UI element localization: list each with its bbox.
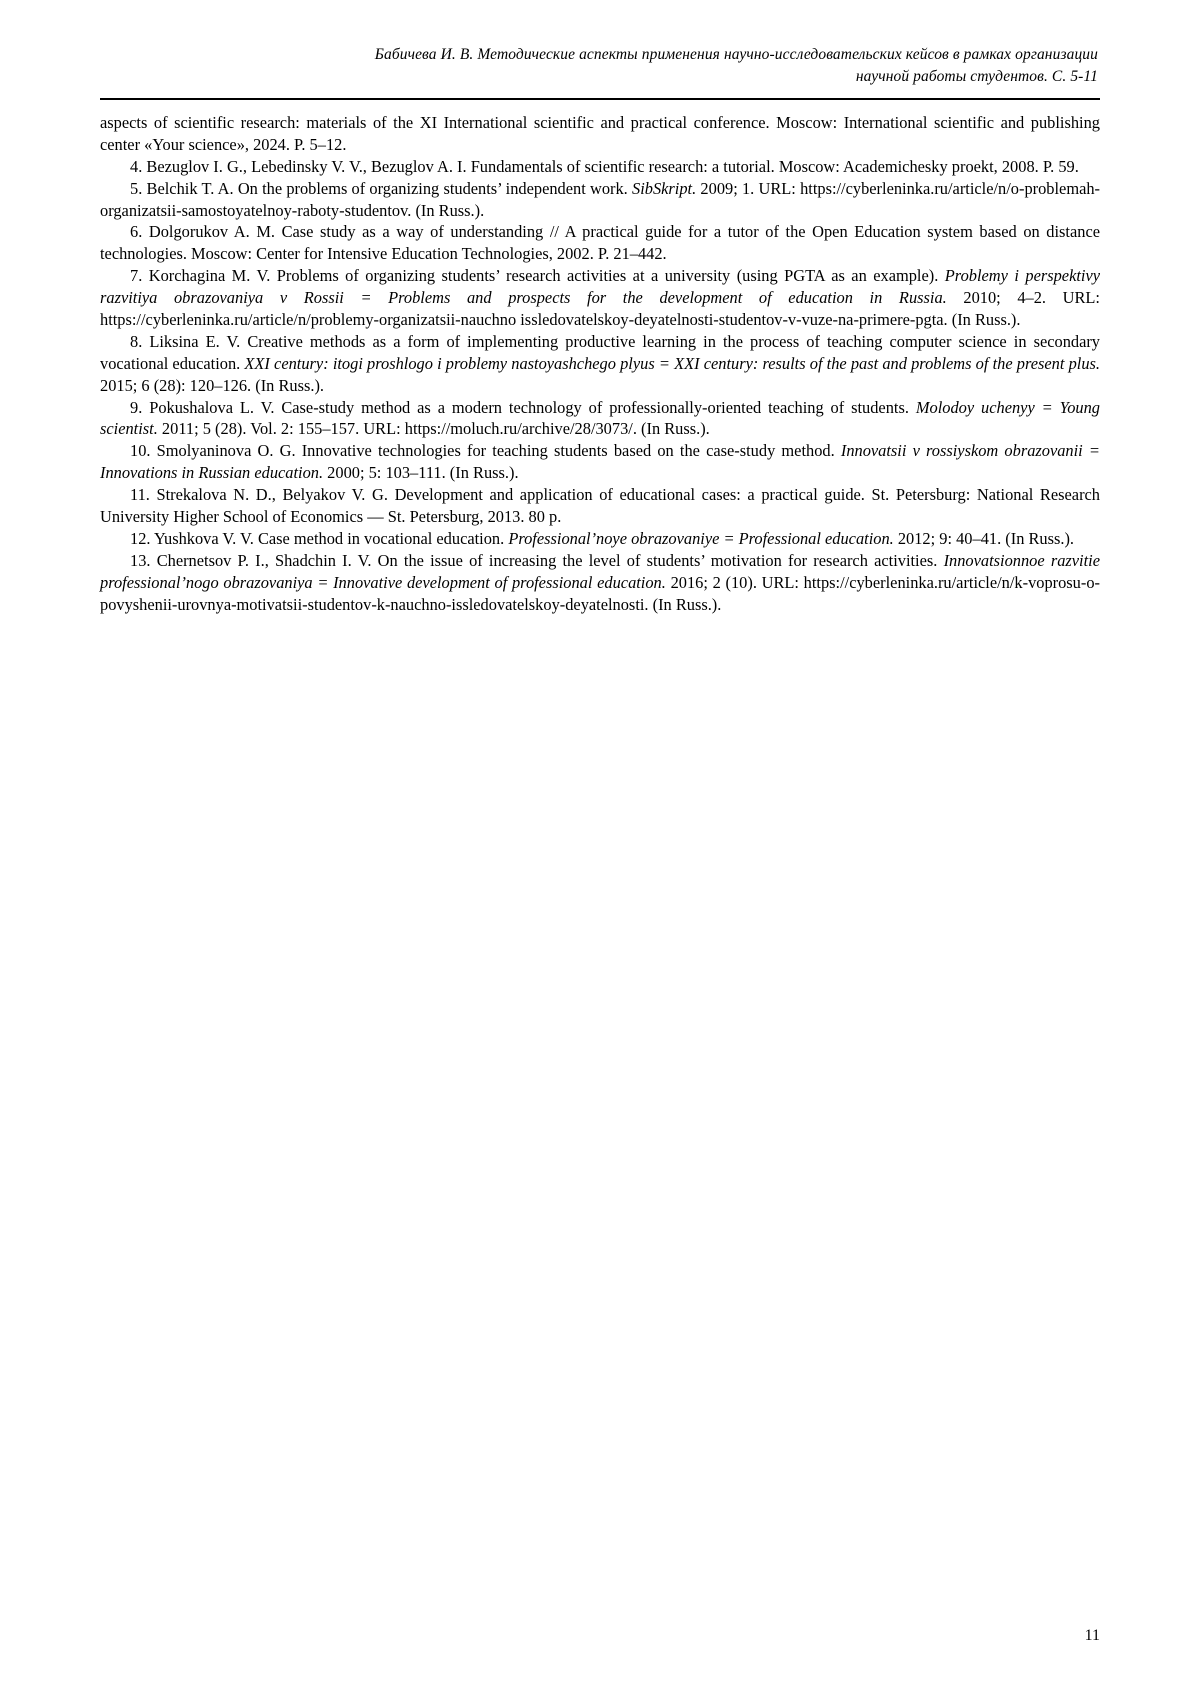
reference-text: 2015; 6 (28): 120–126. (In Russ.). bbox=[100, 375, 324, 395]
reference-entry bbox=[100, 484, 1100, 528]
reference-number: 12. bbox=[130, 528, 154, 548]
reference-entry bbox=[100, 265, 1100, 331]
reference-source-title: Innovatsii v rossiyskom obrazovanii = Innovations in Russian education. bbox=[100, 441, 1100, 483]
reference-text: Pokushalova L. V. Case-study method as a modern technology of professionally-oriented teaching of students. bbox=[149, 397, 916, 417]
reference-number: 6. bbox=[130, 222, 149, 242]
header-divider bbox=[100, 98, 1100, 100]
reference-text: Bezuglov I. G., Lebedinsky V. V., Bezuglov A. I. Fundamentals of scientific research: a tutorial. Moscow: Academichesky proekt, 2008. P. 59. bbox=[146, 156, 1079, 176]
references-list bbox=[100, 112, 1100, 615]
reference-source-title: XXI century: itogi proshlogo i problemy nastoyashchego plyus = XXI century: results of the past and problems of the present plus. bbox=[244, 353, 1100, 373]
reference-entry bbox=[100, 550, 1100, 616]
reference-number: 8. bbox=[130, 331, 150, 351]
reference-entry bbox=[100, 178, 1100, 222]
reference-number: 11. bbox=[130, 485, 157, 505]
reference-entry bbox=[100, 221, 1100, 265]
reference-source-title: SibSkript. bbox=[632, 178, 697, 198]
reference-number: 4. bbox=[130, 156, 147, 176]
reference-text: Yushkova V. V. Case method in vocational education. bbox=[153, 528, 509, 548]
reference-entry bbox=[100, 528, 1100, 550]
reference-text: Belchik T. A. On the problems of organizing students’ independent work. bbox=[146, 178, 632, 198]
reference-source-title: Molodoy uchenyy = Young scientist. bbox=[100, 397, 1100, 439]
reference-text: 2012; 9: 40–41. (In Russ.). bbox=[893, 528, 1075, 548]
reference-text: Chernetsov P. I., Shadchin I. V. On the issue of increasing the level of students’ motivation for research activities. bbox=[156, 550, 944, 570]
running-head-line-2: научной работы студентов. С. 5-11 bbox=[855, 68, 1098, 86]
reference-text: 2011; 5 (28). Vol. 2: 155–157. URL: https://moluch.ru/archive/28/3073/. (In Russ.). bbox=[157, 419, 710, 439]
reference-entry bbox=[100, 440, 1100, 484]
reference-source-title: Professional’noye obrazovaniye = Professional education. bbox=[508, 528, 894, 548]
reference-number: 13. bbox=[130, 550, 157, 570]
reference-entries bbox=[100, 156, 1100, 616]
reference-entry bbox=[100, 331, 1100, 397]
reference-continued: aspects of scientific research: materials of the XI International scientific and practical conference. Moscow: International scientific and publishing center «Your science», 2024. P. 5–12. bbox=[100, 112, 1100, 154]
reference-source-title: Innovatsionnoe razvitie professional’nogo obrazovaniya = Innovative development of professional education. bbox=[100, 550, 1100, 592]
page-number: 11 bbox=[1084, 1627, 1100, 1644]
reference-text: Korchagina M. V. Problems of organizing students’ research activities at a university (using PGTA as an example). bbox=[148, 266, 945, 286]
reference-source-title: Problemy i perspektivy razvitiya obrazovaniya v Rossii = Problems and prospects for the development of education in Russia. bbox=[100, 266, 1101, 308]
reference-entry bbox=[100, 156, 1100, 178]
reference-text: Smolyaninova O. G. Innovative technologies for teaching students based on the case-study method. bbox=[156, 441, 841, 461]
running-head-line-1: Бабичева И. В. Методические аспекты применения научно-исследовательских кейсов в рамках организации bbox=[374, 46, 1098, 63]
reference-text: 2000; 5: 103–111. (In Russ.). bbox=[323, 463, 519, 483]
reference-text: 2009; 1. URL: https://cyberleninka.ru/article/n/o-problemah-organizatsii-samostoyatelnoy-raboty-studentov. (In Russ.). bbox=[100, 178, 1101, 220]
reference-number: 9. bbox=[130, 397, 150, 417]
running-head bbox=[100, 44, 1100, 89]
reference-text: 2010; 4–2. URL: https://cyberleninka.ru/article/n/problemy-organizatsii-nauchno issledovatelskoy-deyatelnosti-studentov-v-vuze-na-primere-pgta. (In Russ.). bbox=[100, 288, 1100, 329]
reference-entry bbox=[100, 397, 1100, 441]
reference-text: Dolgorukov A. M. Case study as a way of understanding // A practical guide for a tutor of the Open Education system based on distance technologies. Moscow: Center for Intensive Education Technologies, 2002. P. 21–442. bbox=[100, 222, 1100, 264]
reference-number: 10. bbox=[130, 441, 157, 461]
reference-text: Strekalova N. D., Belyakov V. G. Development and application of educational cases: a practical guide. St. Petersburg: National Research University Higher School of Economics — St. Petersburg, 2013. 80 p. bbox=[100, 485, 1101, 526]
reference-text: 2016; 2 (10). URL: https://cyberleninka.ru/article/n/k-voprosu-o-povyshenii-urovnya-motivatsii-studentov-k-nauchno-issledovatelskoy-deyatelnosti. (In Russ.). bbox=[100, 572, 1100, 614]
reference-text: Liksina E. V. Creative methods as a form of implementing productive learning in the process of teaching computer science in secondary vocational education. bbox=[100, 331, 1101, 373]
reference-number: 7. bbox=[130, 266, 149, 286]
reference-number: 5. bbox=[130, 178, 147, 198]
